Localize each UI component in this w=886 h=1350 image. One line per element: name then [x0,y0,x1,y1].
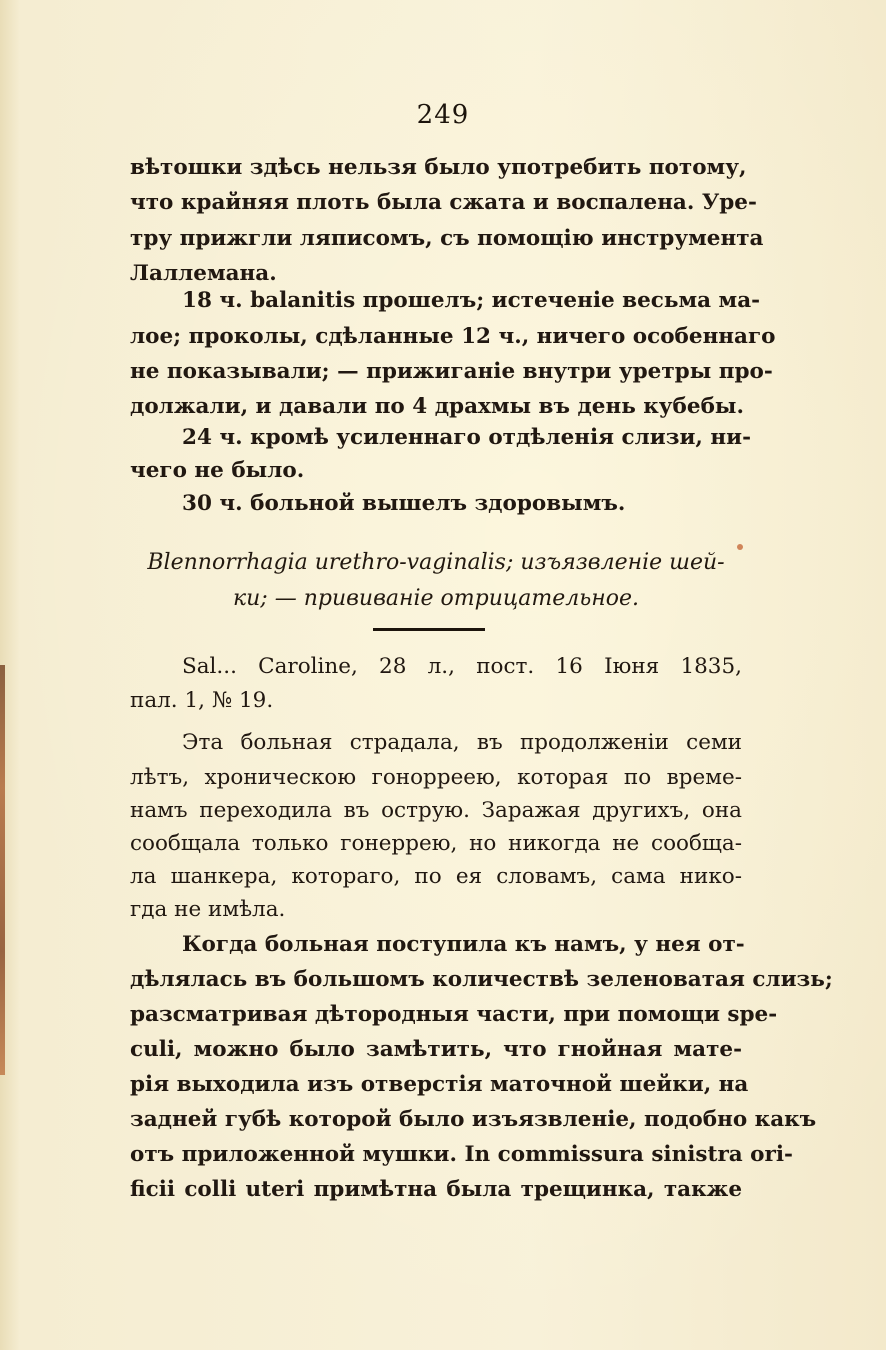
text-line: Лаллемана. [130,261,277,286]
text-line: 18 ч. balanitis прошелъ; истеченіе весьма ма- [182,288,761,313]
text-line: тру прижгли ляписомъ, съ помощію инструмента [130,226,764,251]
text-line: Когда больная поступила къ намъ, у нея от- [182,932,745,957]
page-number: 249 [416,100,470,130]
text-line: рія выходила изъ отверстія маточной шейки, на [130,1072,749,1097]
text-line: culi, можно было замѣтить, что гнойная мате- [130,1037,742,1062]
section-title: Blennorrhagia urethro-vaginalis; изъязвленіе шей- [147,550,725,575]
text-line: ficii colli uteri примѣтна была трещинка, также [130,1177,742,1202]
text-line: 30 ч. больной вышелъ здоровымъ. [182,491,626,516]
text-line: 24 ч. кромѣ усиленнаго отдѣленія слизи, ни- [182,425,751,450]
section-title: ки; — прививаніе отрицательное. [232,586,639,611]
text-line: отъ приложенной мушки. In commissura sinistra ori- [130,1142,793,1167]
text-line: должали, и давали по 4 драхмы въ день кубебы. [130,394,744,419]
text-line: сообщала только гонеррею, но никогда не сообща- [130,831,742,856]
text-line: ла шанкера, котораго, по ея словамъ, сама нико- [130,864,742,889]
text-line: гда не имѣла. [130,897,286,922]
text-line: пал. 1, № 19. [130,688,274,713]
text-line: задней губѣ которой было изъязвленіе, подобно какъ [130,1107,817,1132]
page-edge-stain [0,665,5,1075]
text-line: Эта больная страдала, въ продолженіи семи [182,730,742,755]
text-line: вѣтошки здѣсь нельзя было употребить потому, [130,155,747,180]
text-line: лѣтъ, хроническою гонорреею, которая по време- [130,765,742,790]
text-line: что крайняя плоть была сжата и воспалена. Уре- [130,190,757,215]
section-divider [373,628,485,631]
text-line: чего не было. [130,458,305,483]
text-line: лое; проколы, сдѣланные 12 ч., ничего особеннаго [130,324,776,349]
text-line: дѣлялась въ большомъ количествѣ зеленоватая слизь; [130,967,833,992]
text-line: разсматривая дѣтородныя части, при помощи spe- [130,1002,778,1027]
text-line: намъ переходила въ острую. Заражая другихъ, она [130,798,742,823]
text-line: не показывали; — прижиганіе внутри уретры про- [130,359,773,384]
text-line: Sal... Caroline, 28 л., пост. 16 Іюня 1835, [182,654,742,679]
